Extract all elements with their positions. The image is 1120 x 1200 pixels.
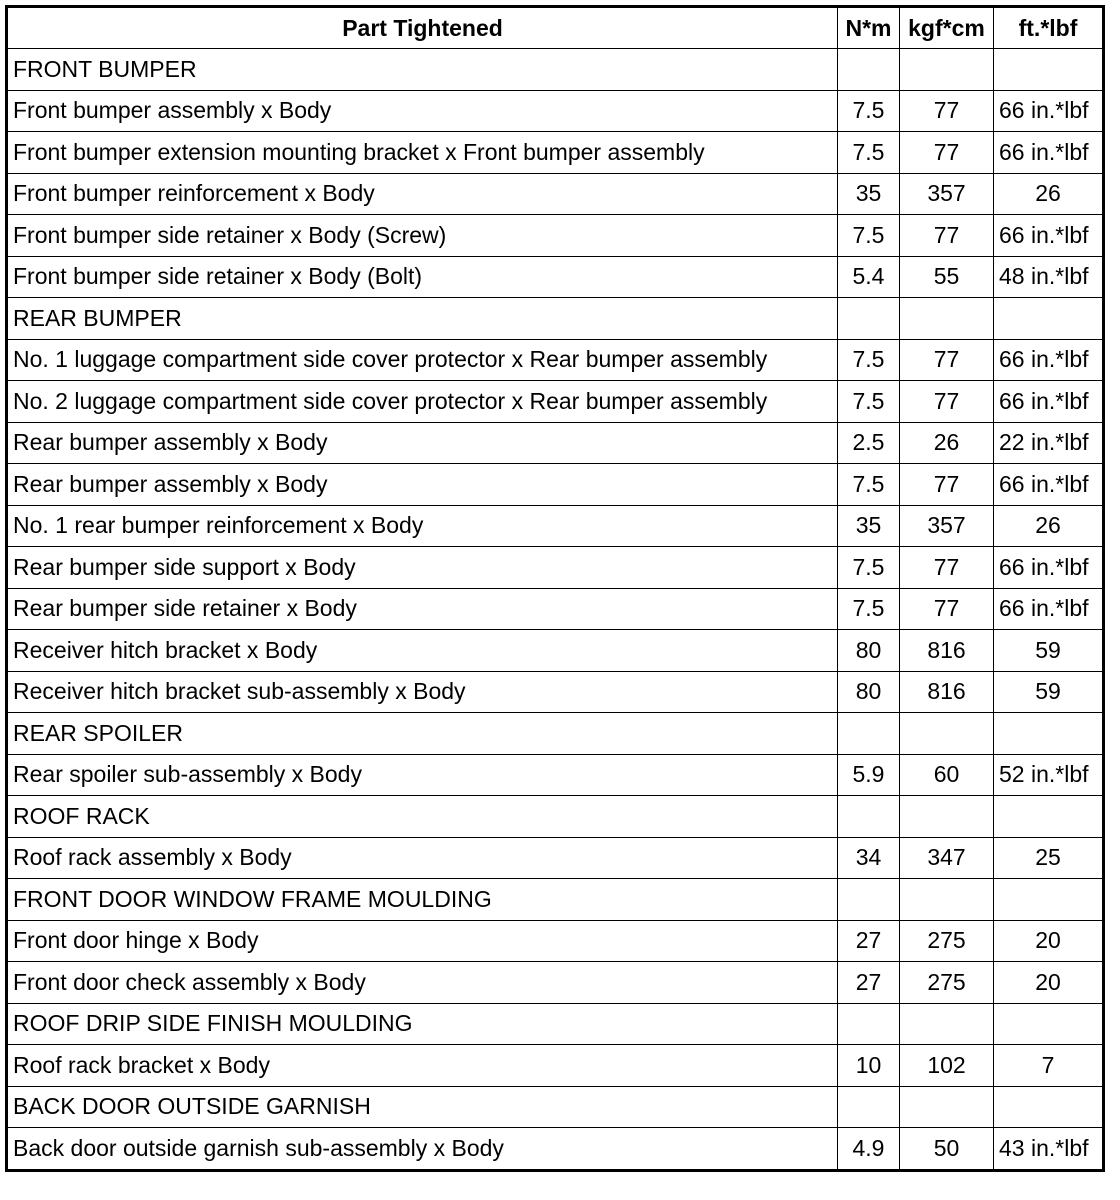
table-row <box>7 173 1104 215</box>
section-row <box>7 1003 1104 1045</box>
cell-ftlbf: 22 in.*lbf <box>994 422 1104 464</box>
cell-nm: 80 <box>838 671 900 713</box>
cell-nm: 7.5 <box>838 547 900 589</box>
table-row <box>7 1128 1104 1171</box>
section-kgfcm-empty <box>900 1003 994 1045</box>
cell-ftlbf: 66 in.*lbf <box>994 132 1104 174</box>
cell-ftlbf: 59 <box>994 671 1104 713</box>
cell-nm: 4.9 <box>838 1128 900 1171</box>
section-title: FRONT BUMPER <box>7 49 838 91</box>
cell-ftlbf: 43 in.*lbf <box>994 1128 1104 1171</box>
cell-ftlbf: 66 in.*lbf <box>994 547 1104 589</box>
section-title: BACK DOOR OUTSIDE GARNISH <box>7 1086 838 1128</box>
cell-part-tightened: Rear bumper side support x Body <box>7 547 838 589</box>
section-title: ROOF DRIP SIDE FINISH MOULDING <box>7 1003 838 1045</box>
cell-nm: 7.5 <box>838 588 900 630</box>
cell-nm: 27 <box>838 920 900 962</box>
cell-nm: 27 <box>838 962 900 1004</box>
cell-ftlbf: 66 in.*lbf <box>994 381 1104 423</box>
cell-kgfcm: 77 <box>900 381 994 423</box>
cell-ftlbf: 48 in.*lbf <box>994 256 1104 298</box>
cell-part-tightened: Back door outside garnish sub-assembly x Body <box>7 1128 838 1171</box>
cell-part-tightened: Receiver hitch bracket sub-assembly x Body <box>7 671 838 713</box>
cell-part-tightened: Front bumper extension mounting bracket x Front bumper assembly <box>7 132 838 174</box>
section-kgfcm-empty <box>900 879 994 921</box>
cell-ftlbf: 66 in.*lbf <box>994 90 1104 132</box>
table-body <box>7 49 1104 1171</box>
section-ftlbf-empty <box>994 298 1104 340</box>
section-nm-empty <box>838 1003 900 1045</box>
section-nm-empty <box>838 49 900 91</box>
table-row <box>7 90 1104 132</box>
cell-ftlbf: 52 in.*lbf <box>994 754 1104 796</box>
table-row <box>7 256 1104 298</box>
table-row <box>7 920 1104 962</box>
table-row <box>7 422 1104 464</box>
cell-ftlbf: 66 in.*lbf <box>994 339 1104 381</box>
cell-ftlbf: 66 in.*lbf <box>994 588 1104 630</box>
section-ftlbf-empty <box>994 796 1104 838</box>
cell-nm: 2.5 <box>838 422 900 464</box>
table-row <box>7 1045 1104 1087</box>
cell-kgfcm: 357 <box>900 505 994 547</box>
cell-part-tightened: Roof rack bracket x Body <box>7 1045 838 1087</box>
table-row <box>7 339 1104 381</box>
cell-part-tightened: No. 1 rear bumper reinforcement x Body <box>7 505 838 547</box>
cell-ftlbf: 66 in.*lbf <box>994 215 1104 257</box>
section-row <box>7 713 1104 755</box>
cell-nm: 10 <box>838 1045 900 1087</box>
cell-kgfcm: 26 <box>900 422 994 464</box>
table-row <box>7 754 1104 796</box>
section-kgfcm-empty <box>900 796 994 838</box>
cell-part-tightened: Rear bumper assembly x Body <box>7 422 838 464</box>
cell-part-tightened: Receiver hitch bracket x Body <box>7 630 838 672</box>
table-row <box>7 215 1104 257</box>
cell-nm: 35 <box>838 173 900 215</box>
cell-nm: 7.5 <box>838 132 900 174</box>
section-row <box>7 796 1104 838</box>
cell-nm: 34 <box>838 837 900 879</box>
table-row <box>7 588 1104 630</box>
section-title: REAR SPOILER <box>7 713 838 755</box>
header-kgfcm: kgf*cm <box>900 7 994 49</box>
cell-part-tightened: Front bumper reinforcement x Body <box>7 173 838 215</box>
cell-kgfcm: 275 <box>900 962 994 1004</box>
cell-kgfcm: 77 <box>900 215 994 257</box>
cell-kgfcm: 816 <box>900 630 994 672</box>
header-ftlbf: ft.*lbf <box>994 7 1104 49</box>
table-row <box>7 837 1104 879</box>
cell-part-tightened: Rear bumper side retainer x Body <box>7 588 838 630</box>
header-row <box>7 7 1104 49</box>
section-title: ROOF RACK <box>7 796 838 838</box>
section-row <box>7 298 1104 340</box>
cell-kgfcm: 50 <box>900 1128 994 1171</box>
torque-spec-table <box>5 5 1105 1172</box>
cell-ftlbf: 26 <box>994 505 1104 547</box>
cell-ftlbf: 20 <box>994 920 1104 962</box>
section-title: REAR BUMPER <box>7 298 838 340</box>
section-ftlbf-empty <box>994 879 1104 921</box>
section-nm-empty <box>838 713 900 755</box>
cell-part-tightened: No. 2 luggage compartment side cover protector x Rear bumper assembly <box>7 381 838 423</box>
cell-ftlbf: 7 <box>994 1045 1104 1087</box>
section-nm-empty <box>838 298 900 340</box>
section-title: FRONT DOOR WINDOW FRAME MOULDING <box>7 879 838 921</box>
section-kgfcm-empty <box>900 49 994 91</box>
table-header <box>7 7 1104 49</box>
cell-nm: 7.5 <box>838 464 900 506</box>
table-row <box>7 671 1104 713</box>
section-ftlbf-empty <box>994 1086 1104 1128</box>
table-row <box>7 381 1104 423</box>
cell-kgfcm: 816 <box>900 671 994 713</box>
cell-kgfcm: 77 <box>900 588 994 630</box>
cell-part-tightened: Roof rack assembly x Body <box>7 837 838 879</box>
cell-nm: 5.4 <box>838 256 900 298</box>
header-part-tightened: Part Tightened <box>7 7 838 49</box>
cell-kgfcm: 77 <box>900 464 994 506</box>
header-nm: N*m <box>838 7 900 49</box>
cell-kgfcm: 102 <box>900 1045 994 1087</box>
cell-nm: 7.5 <box>838 215 900 257</box>
section-nm-empty <box>838 879 900 921</box>
section-kgfcm-empty <box>900 298 994 340</box>
cell-ftlbf: 20 <box>994 962 1104 1004</box>
cell-part-tightened: Front bumper side retainer x Body (Screw) <box>7 215 838 257</box>
cell-part-tightened: No. 1 luggage compartment side cover protector x Rear bumper assembly <box>7 339 838 381</box>
section-kgfcm-empty <box>900 1086 994 1128</box>
cell-kgfcm: 60 <box>900 754 994 796</box>
section-row <box>7 879 1104 921</box>
cell-nm: 35 <box>838 505 900 547</box>
cell-nm: 80 <box>838 630 900 672</box>
section-ftlbf-empty <box>994 49 1104 91</box>
cell-kgfcm: 77 <box>900 547 994 589</box>
section-nm-empty <box>838 796 900 838</box>
cell-kgfcm: 275 <box>900 920 994 962</box>
cell-part-tightened: Rear spoiler sub-assembly x Body <box>7 754 838 796</box>
cell-kgfcm: 77 <box>900 132 994 174</box>
cell-part-tightened: Front bumper assembly x Body <box>7 90 838 132</box>
cell-part-tightened: Front bumper side retainer x Body (Bolt) <box>7 256 838 298</box>
cell-nm: 7.5 <box>838 381 900 423</box>
table-row <box>7 547 1104 589</box>
cell-kgfcm: 357 <box>900 173 994 215</box>
section-ftlbf-empty <box>994 1003 1104 1045</box>
table-row <box>7 630 1104 672</box>
table-row <box>7 464 1104 506</box>
cell-kgfcm: 55 <box>900 256 994 298</box>
table-row <box>7 962 1104 1004</box>
table-row <box>7 132 1104 174</box>
cell-kgfcm: 347 <box>900 837 994 879</box>
cell-part-tightened: Front door check assembly x Body <box>7 962 838 1004</box>
cell-nm: 7.5 <box>838 90 900 132</box>
cell-ftlbf: 25 <box>994 837 1104 879</box>
section-kgfcm-empty <box>900 713 994 755</box>
section-row <box>7 49 1104 91</box>
table-row <box>7 505 1104 547</box>
cell-ftlbf: 59 <box>994 630 1104 672</box>
section-nm-empty <box>838 1086 900 1128</box>
cell-part-tightened: Front door hinge x Body <box>7 920 838 962</box>
cell-kgfcm: 77 <box>900 339 994 381</box>
section-ftlbf-empty <box>994 713 1104 755</box>
section-row <box>7 1086 1104 1128</box>
cell-part-tightened: Rear bumper assembly x Body <box>7 464 838 506</box>
cell-ftlbf: 66 in.*lbf <box>994 464 1104 506</box>
cell-nm: 7.5 <box>838 339 900 381</box>
cell-kgfcm: 77 <box>900 90 994 132</box>
cell-nm: 5.9 <box>838 754 900 796</box>
cell-ftlbf: 26 <box>994 173 1104 215</box>
